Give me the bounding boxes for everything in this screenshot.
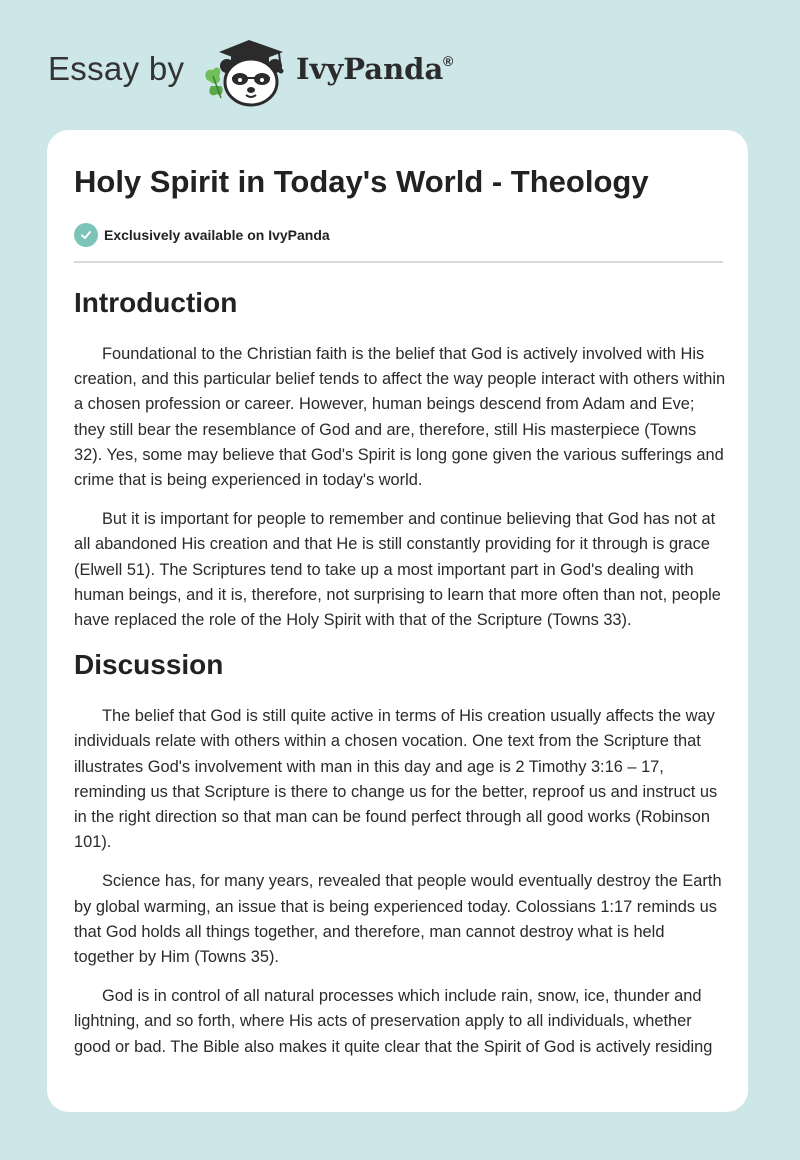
paragraph: Science has, for many years, revealed that people would eventually destroy the Earth by global warming, an issue that is being experienced today. Colossians 1:17 reminds us that God holds all things together, and therefore, man cannot destroy what is held together by Him (Towns 35). (74, 872, 722, 967)
paragraph: God is in control of all natural processes which include rain, snow, ice, thunder and lightning, and so forth, where His acts of preservation apply to all individuals, whether good or bad. The Bible also makes it quite clear that the Spirit of God is actively residing (74, 987, 713, 1056)
paragraph: Foundational to the Christian faith is the belief that God is actively involved with His creation, and this particular belief tends to affect the way people interact with others within a chosen profession or career. However, human beings descend from Adam and Eve; they still bear the resemblance of God and are, therefore, still His masterpiece (Towns 32). Yes, some may believe that God's Spirit is long gone given the various sufferings and crime that is being experienced in today's world. (74, 345, 726, 490)
exclusive-badge (74, 223, 330, 247)
check-icon (74, 223, 98, 247)
ivypanda-logo-icon[interactable] (203, 36, 291, 108)
registered-mark: ® (443, 53, 454, 69)
paragraph: But it is important for people to remember and continue believing that God has not at all abandoned His creation and that He is still constantly providing for it through is grace (Elwell 51). The Scriptures tend to take up a most important part in God's dealing with human beings, and it is, therefore, not surprising to learn that more often than not, people have replaced the role of the Holy Spirit with that of the Scripture (Towns 33). (74, 510, 721, 630)
section-heading-discussion: Discussion (74, 649, 224, 681)
title-divider (74, 261, 723, 263)
brand-prefix: Essay by (48, 50, 185, 87)
essay-card (47, 130, 748, 1112)
paragraph: The belief that God is still quite active in terms of His creation usually affects the way individuals relate with others within a chosen vocation. One text from the Scripture that illustrates God's involvement with man in this day and age is 2 Timothy 3:16 – 17, reminding us that Scripture is there to change us for the better, reproof us and instruct us in the right direction so that man can be found perfect through all good works (Robinson 101). (74, 707, 718, 852)
section-heading-introduction: Introduction (74, 287, 238, 318)
essay-body (74, 270, 726, 1060)
brand-name[interactable]: IvyPanda (296, 52, 444, 86)
site-header (0, 0, 800, 130)
panda-head-icon (220, 59, 282, 105)
essay-title: Holy Spirit in Today's World - Theology (74, 164, 649, 199)
ivy-leaf-icon (205, 68, 222, 98)
exclusive-badge-text: Exclusively available on IvyPanda (104, 227, 330, 243)
